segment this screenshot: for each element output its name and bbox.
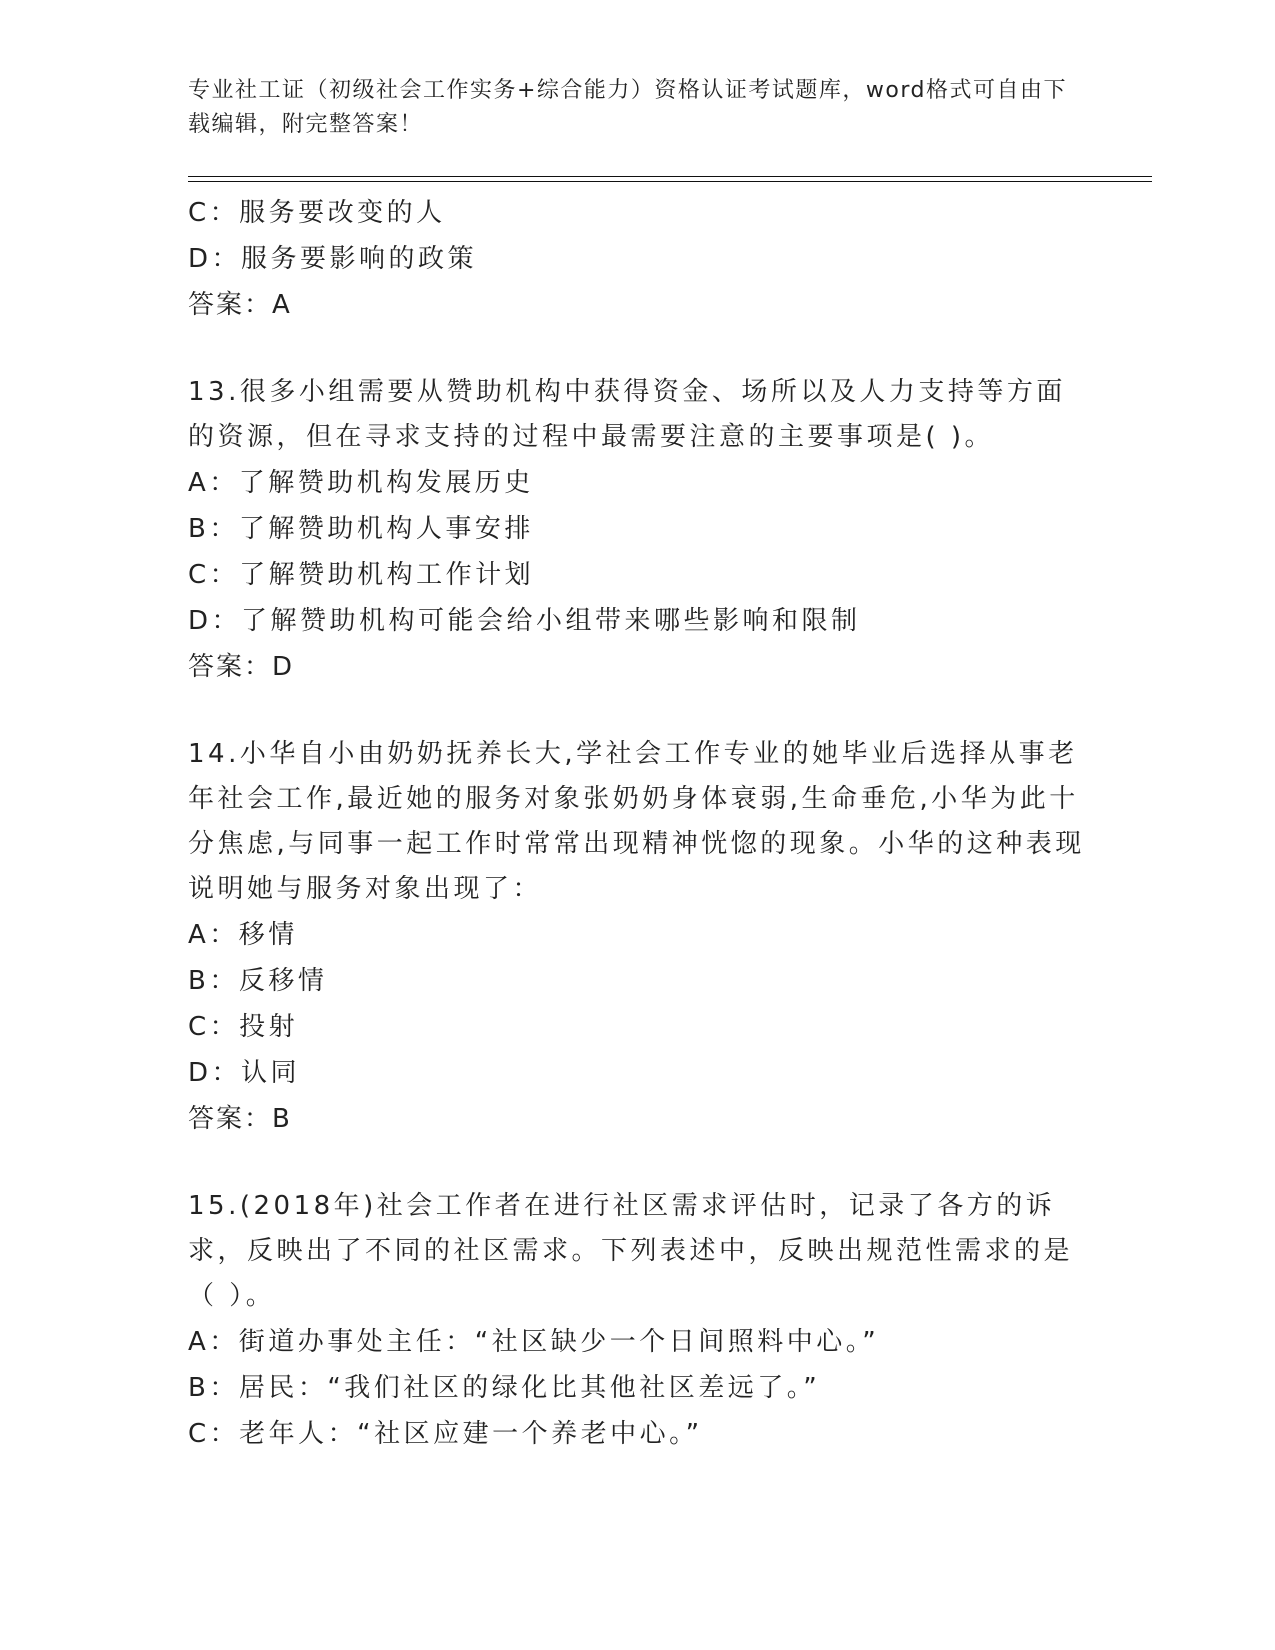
option-d: D：了解赞助机构可能会给小组带来哪些影响和限制	[188, 606, 861, 636]
option-a: A：街道办事处主任：“社区缺少一个日间照料中心。”	[188, 1327, 880, 1357]
option-b: B：居民：“我们社区的绿化比其他社区差远了。”	[188, 1373, 821, 1403]
document-header	[188, 74, 1088, 142]
header-divider-top	[188, 176, 1152, 177]
question-stem: 15.(2018年)社会工作者在进行社区需求评估时，记录了各方的诉求，反映出了不同的社区需求。下列表述中，反映出规范性需求的是（ ）。	[188, 1191, 1074, 1311]
question-stem: 14.小华自小由奶奶抚养长大,学社会工作专业的她毕业后选择从事老年社会工作,最近她的服务对象张奶奶身体衰弱,生命垂危,小华为此十分焦虑,与同事一起工作时常常出现精神恍惚的现象。小华的这种表现说明她与服务对象出现了：	[188, 739, 1085, 904]
question-13	[188, 370, 1088, 690]
question-stem: 13.很多小组需要从赞助机构中获得资金、场所以及人力支持等方面的资源，但在寻求支持的过程中最需要注意的主要事项是( )。	[188, 377, 1066, 452]
question-15	[188, 1184, 1088, 1457]
option-c: C：了解赞助机构工作计划	[188, 560, 535, 590]
carryover-question	[188, 190, 1088, 328]
header-title: 专业社工证（初级社会工作实务+综合能力）资格认证考试题库，word格式可自由下载编辑，附完整答案！	[188, 78, 1068, 137]
option-c: C：老年人：“社区应建一个养老中心。”	[188, 1419, 703, 1449]
option-c: C：服务要改变的人	[188, 198, 446, 228]
option-d: D：认同	[188, 1058, 301, 1088]
header-divider-bottom	[188, 181, 1152, 182]
option-c: C：投射	[188, 1012, 299, 1042]
answer-line: 答案：D	[188, 652, 295, 682]
question-14	[188, 732, 1088, 1142]
answer-line: 答案：A	[188, 290, 292, 320]
option-a: A：移情	[188, 920, 298, 950]
answer-line: 答案：B	[188, 1104, 292, 1134]
question-content	[188, 190, 1088, 1457]
option-a: A：了解赞助机构发展历史	[188, 468, 534, 498]
option-b: B：反移情	[188, 966, 328, 996]
option-d: D：服务要影响的政策	[188, 244, 478, 274]
option-b: B：了解赞助机构人事安排	[188, 514, 534, 544]
